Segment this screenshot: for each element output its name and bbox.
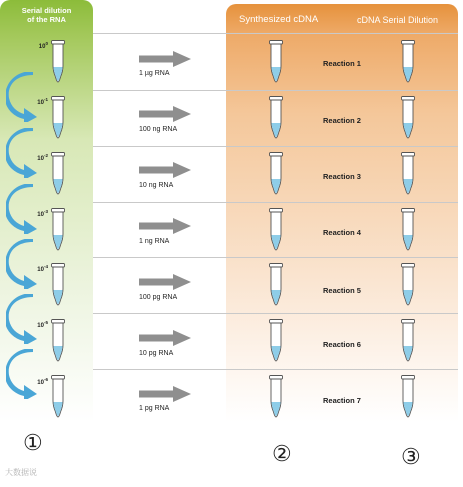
cdna-dilution-tube-icon — [401, 319, 415, 363]
watermark: 大数据说 — [5, 468, 37, 477]
transfer-arrow-icon — [139, 386, 191, 402]
cdna-tube-icon — [269, 40, 283, 84]
cdna-tube-icon — [269, 96, 283, 140]
rna-amount-label: 1 pg RNA — [139, 405, 170, 412]
transfer-arrow-icon — [139, 274, 191, 290]
dilution-label: $10^0$ — [38, 41, 48, 50]
reaction-label: Reaction 6 — [323, 340, 361, 349]
cdna-tube-icon — [269, 208, 283, 252]
reaction-label: Reaction 3 — [323, 172, 361, 181]
cdna-dilution-tube-icon — [401, 152, 415, 196]
dilution-label: $10^{-4}$ — [37, 264, 48, 273]
row-divider — [93, 202, 458, 203]
cdna-dilution-tube-icon — [401, 263, 415, 307]
dilution-label: $10^{-5}$ — [37, 320, 48, 329]
rna-tube-icon — [51, 40, 65, 84]
rna-dilution-title — [0, 6, 93, 24]
dilution-label: $10^{-6}$ — [37, 377, 48, 386]
dilution-transfer-arrow-icon — [6, 294, 40, 344]
dilution-transfer-arrow-icon — [6, 349, 40, 399]
rna-amount-label: 100 ng RNA — [139, 126, 178, 133]
transfer-arrow-icon — [139, 51, 191, 67]
cdna-serial-dilution-header: cDNA Serial Dilution — [357, 15, 439, 25]
rna-amount-label: 10 pg RNA — [139, 350, 174, 357]
row-divider — [93, 313, 458, 314]
rna-dilution-title-line1: Serial dilution — [21, 6, 72, 15]
row-divider — [93, 257, 458, 258]
synthesized-cdna-header: Synthesized cDNA — [239, 14, 319, 25]
dilution-label: $10^{-1}$ — [37, 97, 48, 106]
dilution-label: $10^{-3}$ — [37, 209, 48, 218]
cdna-dilution-tube-icon — [401, 96, 415, 140]
step-marker-3: ③ — [401, 444, 421, 469]
rna-dilution-title-line2: of the RNA — [27, 15, 66, 24]
cdna-tube-icon — [269, 375, 283, 419]
rna-tube-icon — [51, 375, 65, 419]
reaction-label: Reaction 5 — [323, 286, 361, 295]
reaction-label: Reaction 7 — [323, 396, 361, 405]
rna-amount-label: 1 ng RNA — [139, 238, 170, 245]
dilution-label: $10^{-2}$ — [37, 153, 48, 162]
rna-amount-label: 10 ng RNA — [139, 182, 174, 189]
row-divider — [93, 146, 458, 147]
row-divider — [93, 33, 458, 34]
transfer-arrow-icon — [139, 218, 191, 234]
rna-amount-label: 100 pg RNA — [139, 294, 178, 301]
cdna-dilution-tube-icon — [401, 208, 415, 252]
transfer-arrow-icon — [139, 106, 191, 122]
cdna-dilution-tube-icon — [401, 375, 415, 419]
rna-tube-icon — [51, 96, 65, 140]
cdna-tube-icon — [269, 152, 283, 196]
row-divider — [93, 90, 458, 91]
rna-tube-icon — [51, 208, 65, 252]
rna-tube-icon — [51, 263, 65, 307]
rna-tube-icon — [51, 152, 65, 196]
reaction-label: Reaction 4 — [323, 228, 361, 237]
step-marker-2: ② — [272, 441, 292, 466]
cdna-tube-icon — [269, 263, 283, 307]
reaction-label: Reaction 1 — [323, 59, 361, 68]
transfer-arrow-icon — [139, 162, 191, 178]
step-marker-1: ① — [23, 430, 43, 455]
cdna-tube-icon — [269, 319, 283, 363]
row-divider — [93, 369, 458, 370]
cdna-dilution-tube-icon — [401, 40, 415, 84]
reaction-label: Reaction 2 — [323, 116, 361, 125]
rna-tube-icon — [51, 319, 65, 363]
transfer-arrow-icon — [139, 330, 191, 346]
rna-amount-label: 1 µg RNA — [139, 70, 170, 77]
